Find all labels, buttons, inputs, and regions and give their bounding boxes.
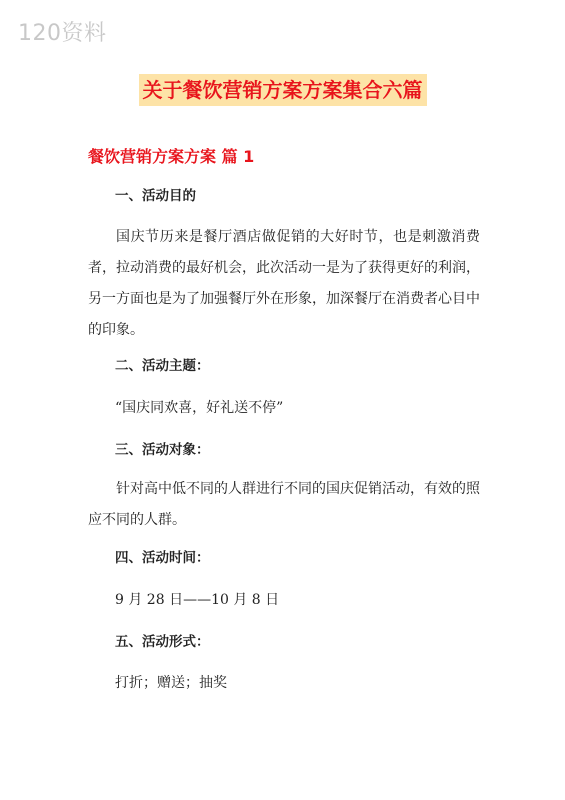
paragraph-activity-purpose: 国庆节历来是餐厅酒店做促销的大好时节，也是刺激消费者，拉动消费的最好机会，此次活动一是为了获得更好的利润，另一方面也是为了加强餐厅外在形象，加深餐厅在消费者心目中的印象。	[88, 229, 480, 338]
paragraph-activity-target: 针对高中低不同的人群进行不同的国庆促销活动，有效的照应不同的人群。	[88, 481, 480, 528]
heading-activity-purpose: 一、活动目的	[115, 188, 196, 204]
heading-activity-target: 三、活动对象：	[115, 442, 210, 458]
watermark: 120资料	[18, 21, 107, 46]
document-title-text: 关于餐饮营销方案方案集合六篇	[139, 74, 427, 106]
heading-activity-time: 四、活动时间：	[115, 550, 210, 566]
paragraph-activity-theme: “国庆同欢喜，好礼送不停”	[115, 400, 284, 416]
document-title	[0, 74, 565, 106]
section-title: 餐饮营销方案方案 篇 1	[88, 147, 255, 166]
heading-activity-theme: 二、活动主题：	[115, 358, 210, 374]
paragraph-activity-form: 打折；赠送；抽奖	[115, 675, 227, 691]
paragraph-activity-time: 9 月 28 日——10 月 8 日	[115, 592, 280, 608]
heading-activity-form: 五、活动形式：	[115, 634, 210, 650]
